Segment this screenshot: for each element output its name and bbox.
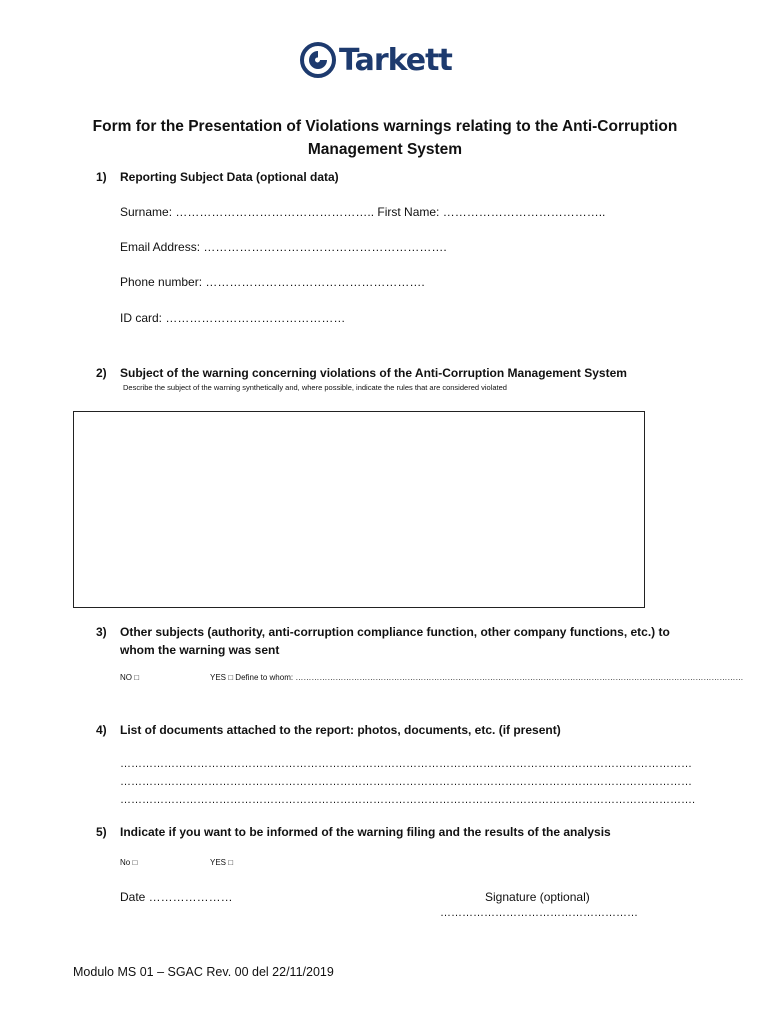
title-line-2: Management System (307, 141, 463, 158)
signature-label: Signature (optional) (485, 890, 590, 904)
section-5-no-checkbox[interactable]: No □ (120, 858, 138, 867)
section-1-heading: Reporting Subject Data (optional data) (120, 170, 339, 184)
section-3-heading-line-2: whom the warning was sent (120, 643, 280, 657)
signature-line[interactable]: ……………………………………………… (440, 907, 638, 919)
tarkett-logo-icon (300, 42, 336, 78)
section-3-heading-line-1: Other subjects (authority, anti-corruption compliance function, other company functions, etc.) to (120, 625, 670, 639)
surname-firstname-field[interactable]: Surname: ………………………………………….. First Name: ………………………………….. (120, 205, 606, 219)
section-3-number: 3) (96, 625, 107, 639)
logo-text: Tarkett (339, 42, 452, 78)
section-2-heading: Subject of the warning concerning violations of the Anti-Corruption Management System (120, 366, 627, 380)
title-line-1: Form for the Presentation of Violations warnings relating to the Anti-Corruption (92, 118, 678, 135)
section-1-number: 1) (96, 170, 107, 184)
company-logo (300, 40, 452, 80)
email-field[interactable]: Email Address: ……………………………………………………. (120, 240, 447, 254)
id-card-field[interactable]: ID card: ……………………………………… (120, 311, 346, 325)
date-field[interactable]: Date ………………… (120, 890, 233, 904)
section-5-heading: Indicate if you want to be informed of the warning filing and the results of the analysis (120, 825, 611, 839)
section-2-number: 2) (96, 366, 107, 380)
form-reference-footer: Modulo MS 01 – SGAC Rev. 00 del 22/11/2019 (73, 965, 334, 979)
documents-line-2[interactable]: ………………………………………………………………………………………………………………………………………… (120, 776, 692, 788)
documents-line-3[interactable]: …………………………………………………………………………………………………………………………………………. (120, 794, 696, 806)
section-5-yes-checkbox[interactable]: YES □ (210, 858, 234, 867)
section-4-heading: List of documents attached to the report: photos, documents, etc. (if present) (120, 723, 561, 737)
warning-subject-textbox[interactable] (73, 411, 645, 608)
section-3-no-checkbox[interactable]: NO □ (120, 673, 140, 682)
page-title (60, 115, 710, 161)
phone-field[interactable]: Phone number: ………………………………………………. (120, 275, 425, 289)
section-2-description: Describe the subject of the warning synthetically and, where possible, indicate the rules that are considered violated (123, 383, 507, 392)
section-3-yes-checkbox[interactable]: YES □ Define to whom: …………………………………………………………………………………………………………………………………………………… (210, 673, 744, 682)
section-4-number: 4) (96, 723, 107, 737)
section-5-number: 5) (96, 825, 107, 839)
documents-line-1[interactable]: ………………………………………………………………………………………………………………………………………… (120, 758, 692, 770)
